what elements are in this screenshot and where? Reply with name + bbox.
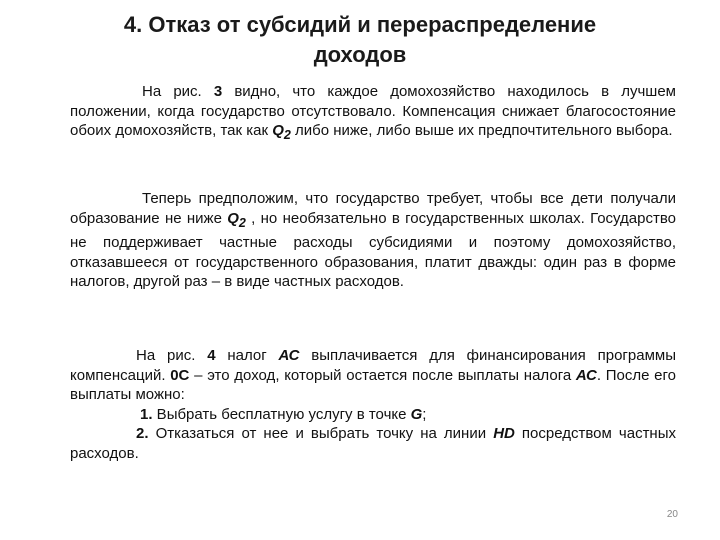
list-item-2-end: посредством частных расходов. [70,425,677,462]
paragraph-education-requirement [70,189,676,292]
p2-q-symbol: Q [227,209,239,227]
p3-text-5: . После его выплаты можно: [70,366,676,403]
p1-q-symbol: Q [272,122,284,139]
p3-tax-ac-2: АС [575,366,597,384]
list-item-1 [70,405,676,425]
slide-title-line-2: доходов [313,42,407,67]
list-item-1-number: 1. [140,405,153,423]
list-item-2 [70,424,676,463]
p3-text-4: – это доход, который остается после выплаты налога [189,366,576,384]
p3-text-1: На рис. [136,347,208,364]
paragraph-figure-4 [70,346,676,463]
slide-title-line-1: 4. Отказ от субсидий и перераспределение [123,12,597,37]
p3-tax-ac: АС [278,347,300,364]
p3-income-oc: 0С [170,366,190,384]
p2-text-end: , но необязательно в государственных школах. Государство не поддерживает частные расходы субсидиями и поэтому домохозяйство, отказавшееся от государственного образования, платит дважды: один раз в форме налогов, другой раз – в виде частных расходов. [70,209,676,290]
p2-q-subscript: 2 [238,215,246,230]
list-item-2-line-hd: HD [493,425,515,442]
list-item-2-number: 2. [136,425,149,442]
list-item-1-text: Выбрать бесплатную услугу в точке [152,405,411,423]
p1-text-end: либо ниже, либо выше их предпочтительного выбора. [290,122,673,139]
p1-figure-number: 3 [213,83,223,100]
p1-text-start: На рис. [142,83,214,100]
page-number: 20 [666,509,678,520]
list-item-1-end: ; [422,405,427,423]
p3-text-2: налог [215,347,279,364]
slide-title [60,10,660,70]
list-item-1-point-g: G [410,405,423,423]
p3-text-3: выплачивается для финансирования программы компенсаций. [70,347,676,384]
p1-text-middle: видно, что каждое домохозяйство находилось в лучшем положении, когда государство отсутствовало. Компенсация снижает благосостояние обоих домохозяйств, так как [70,83,676,139]
p2-text-start: Теперь предположим, что государство требует, чтобы все дети получали образование не ниже [70,190,676,227]
p1-q-subscript: 2 [283,128,291,142]
list-item-2-text: Отказаться от нее и выбрать точку на линии [148,425,494,442]
paragraph-figure-3 [70,82,676,146]
p3-figure-number: 4 [207,347,216,364]
